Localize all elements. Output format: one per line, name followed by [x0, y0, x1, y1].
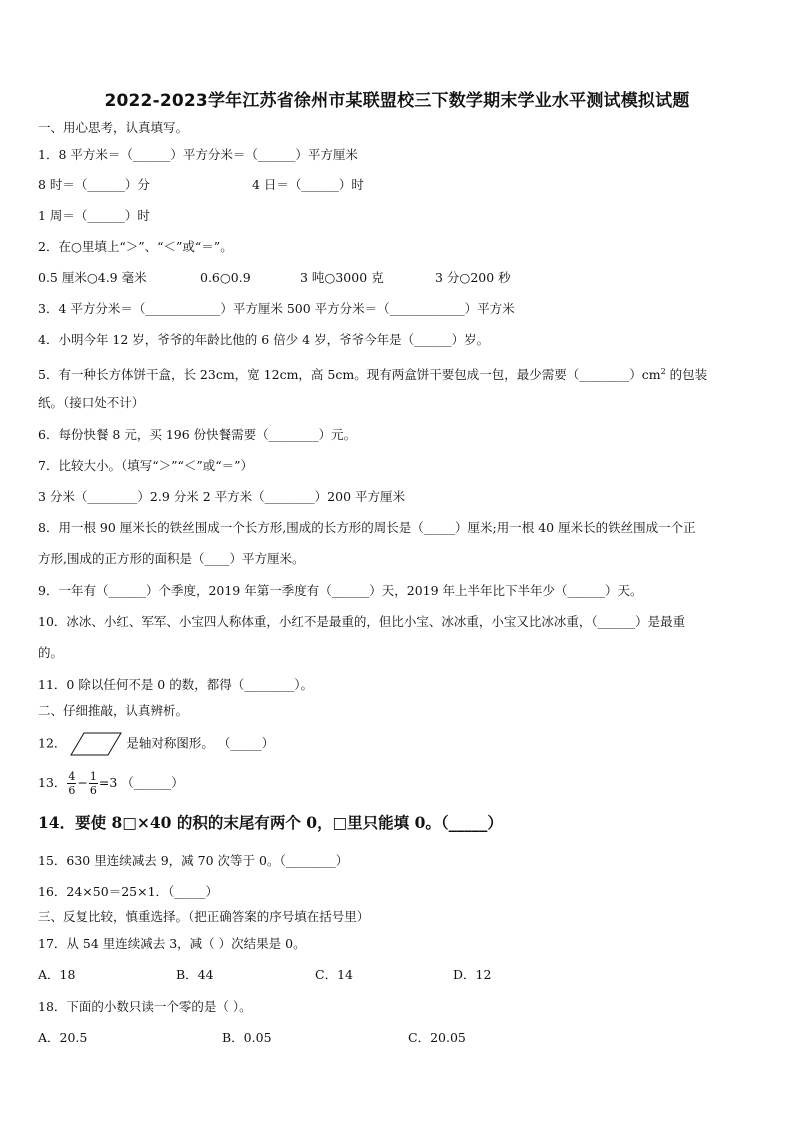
question-12: 12． 是轴对称图形。 （_____） [38, 732, 274, 756]
question-2-item-2: 0.6○0.9 [200, 270, 251, 285]
question-1b-left: 8 时＝（______）分 [38, 177, 150, 192]
question-4: 4．小明今年 12 岁，爷爷的年龄比他的 6 倍少 4 岁，爷爷今年是（______）岁。 [38, 332, 490, 347]
parallelogram-figure [70, 732, 122, 756]
question-10b: 的。 [38, 645, 64, 660]
question-17-option-c: C．14 [315, 967, 353, 982]
question-11: 11．0 除以任何不是 0 的数，都得（________）。 [38, 677, 313, 692]
question-13: 13． $\frac{4}{6}$ − $\frac{1}{6}$ =3 （______） [38, 770, 184, 797]
question-16: 16．24×50＝25×1．（_____） [38, 884, 219, 899]
section-3-heading: 三、反复比较，慎重选择。（把正确答案的序号填在括号里） [38, 909, 370, 924]
question-7: 7．比较大小。（填写“＞”“＜”或“＝”） [38, 458, 254, 473]
question-8a: 8．用一根 90 厘米长的铁丝围成一个长方形,围成的长方形的周长是（_____）厘米;用一根 40 厘米长的铁丝围成一个正 [38, 520, 696, 535]
question-8b: 方形,围成的正方形的面积是（____）平方厘米。 [38, 551, 305, 566]
question-15: 15．630 里连续减去 9，减 70 次等于 0。（________） [38, 853, 349, 868]
page-title: 2022-2023学年江苏省徐州市某联盟校三下数学期末学业水平测试模拟试题 [104, 91, 690, 111]
question-17-option-b: B．44 [176, 967, 214, 982]
fraction-4-6: $\frac{4}{6}$ [68, 770, 76, 797]
question-17: 17．从 54 里连续减去 3，减（ ）次结果是 0。 [38, 936, 306, 951]
question-9: 9．一年有（______）个季度，2019 年第一季度有（______）天，2019 年上半年比下半年少（______）天。 [38, 583, 643, 598]
question-2-item-1: 0.5 厘米○4.9 毫米 [38, 270, 147, 285]
question-2-item-4: 3 分○200 秒 [435, 270, 511, 285]
section-2-heading: 二、仔细推敲，认真辨析。 [38, 703, 189, 718]
question-5b: 纸。（接口处不计） [38, 395, 145, 410]
question-2-item-3: 3 吨○3000 克 [300, 270, 384, 285]
question-6: 6．每份快餐 8 元，买 196 份快餐需要（________）元。 [38, 427, 357, 442]
question-17-option-d: D．12 [453, 967, 492, 982]
question-7-items: 3 分米（________）2.9 分米 2 平方米（________）200 平方厘米 [38, 489, 406, 504]
question-14: 14．要使 8□×40 的积的末尾有两个 0，□里只能填 0。（_____） [38, 813, 503, 832]
section-1-heading: 一、用心思考，认真填写。 [38, 120, 189, 135]
question-18-option-b: B．0.05 [222, 1030, 272, 1045]
fraction-1-6: $\frac{1}{6}$ [89, 770, 97, 797]
question-1c: 1 周＝（______）时 [38, 208, 150, 223]
question-2: 2．在○里填上“＞”、“＜”或“＝”。 [38, 239, 233, 254]
question-17-option-a: A．18 [38, 967, 76, 982]
question-3: 3．4 平方分米＝（____________）平方厘米 500 平方分米＝（____________）平方米 [38, 301, 515, 316]
question-18-option-c: C．20.05 [408, 1030, 466, 1045]
question-5a: 5．有一种长方体饼干盒，长 23cm，宽 12cm，高 5cm。现有两盒饼干要包成一包，最少需要$(\_\_\_\_\_\_\_\_)cm^2$ 的包装 [38, 367, 708, 383]
question-10a: 10．冰冰、小红、军军、小宝四人称体重，小红不是最重的，但比小宝、冰冰重，小宝又比冰冰重，（______）是最重 [38, 614, 686, 629]
question-1a: 1．8 平方米＝（______）平方分米＝（______）平方厘米 [38, 147, 358, 162]
question-18: 18．下面的小数只读一个零的是（ ）。 [38, 999, 252, 1014]
question-1b-right: 4 日＝（______）时 [252, 177, 364, 192]
question-18-option-a: A．20.5 [38, 1030, 88, 1045]
